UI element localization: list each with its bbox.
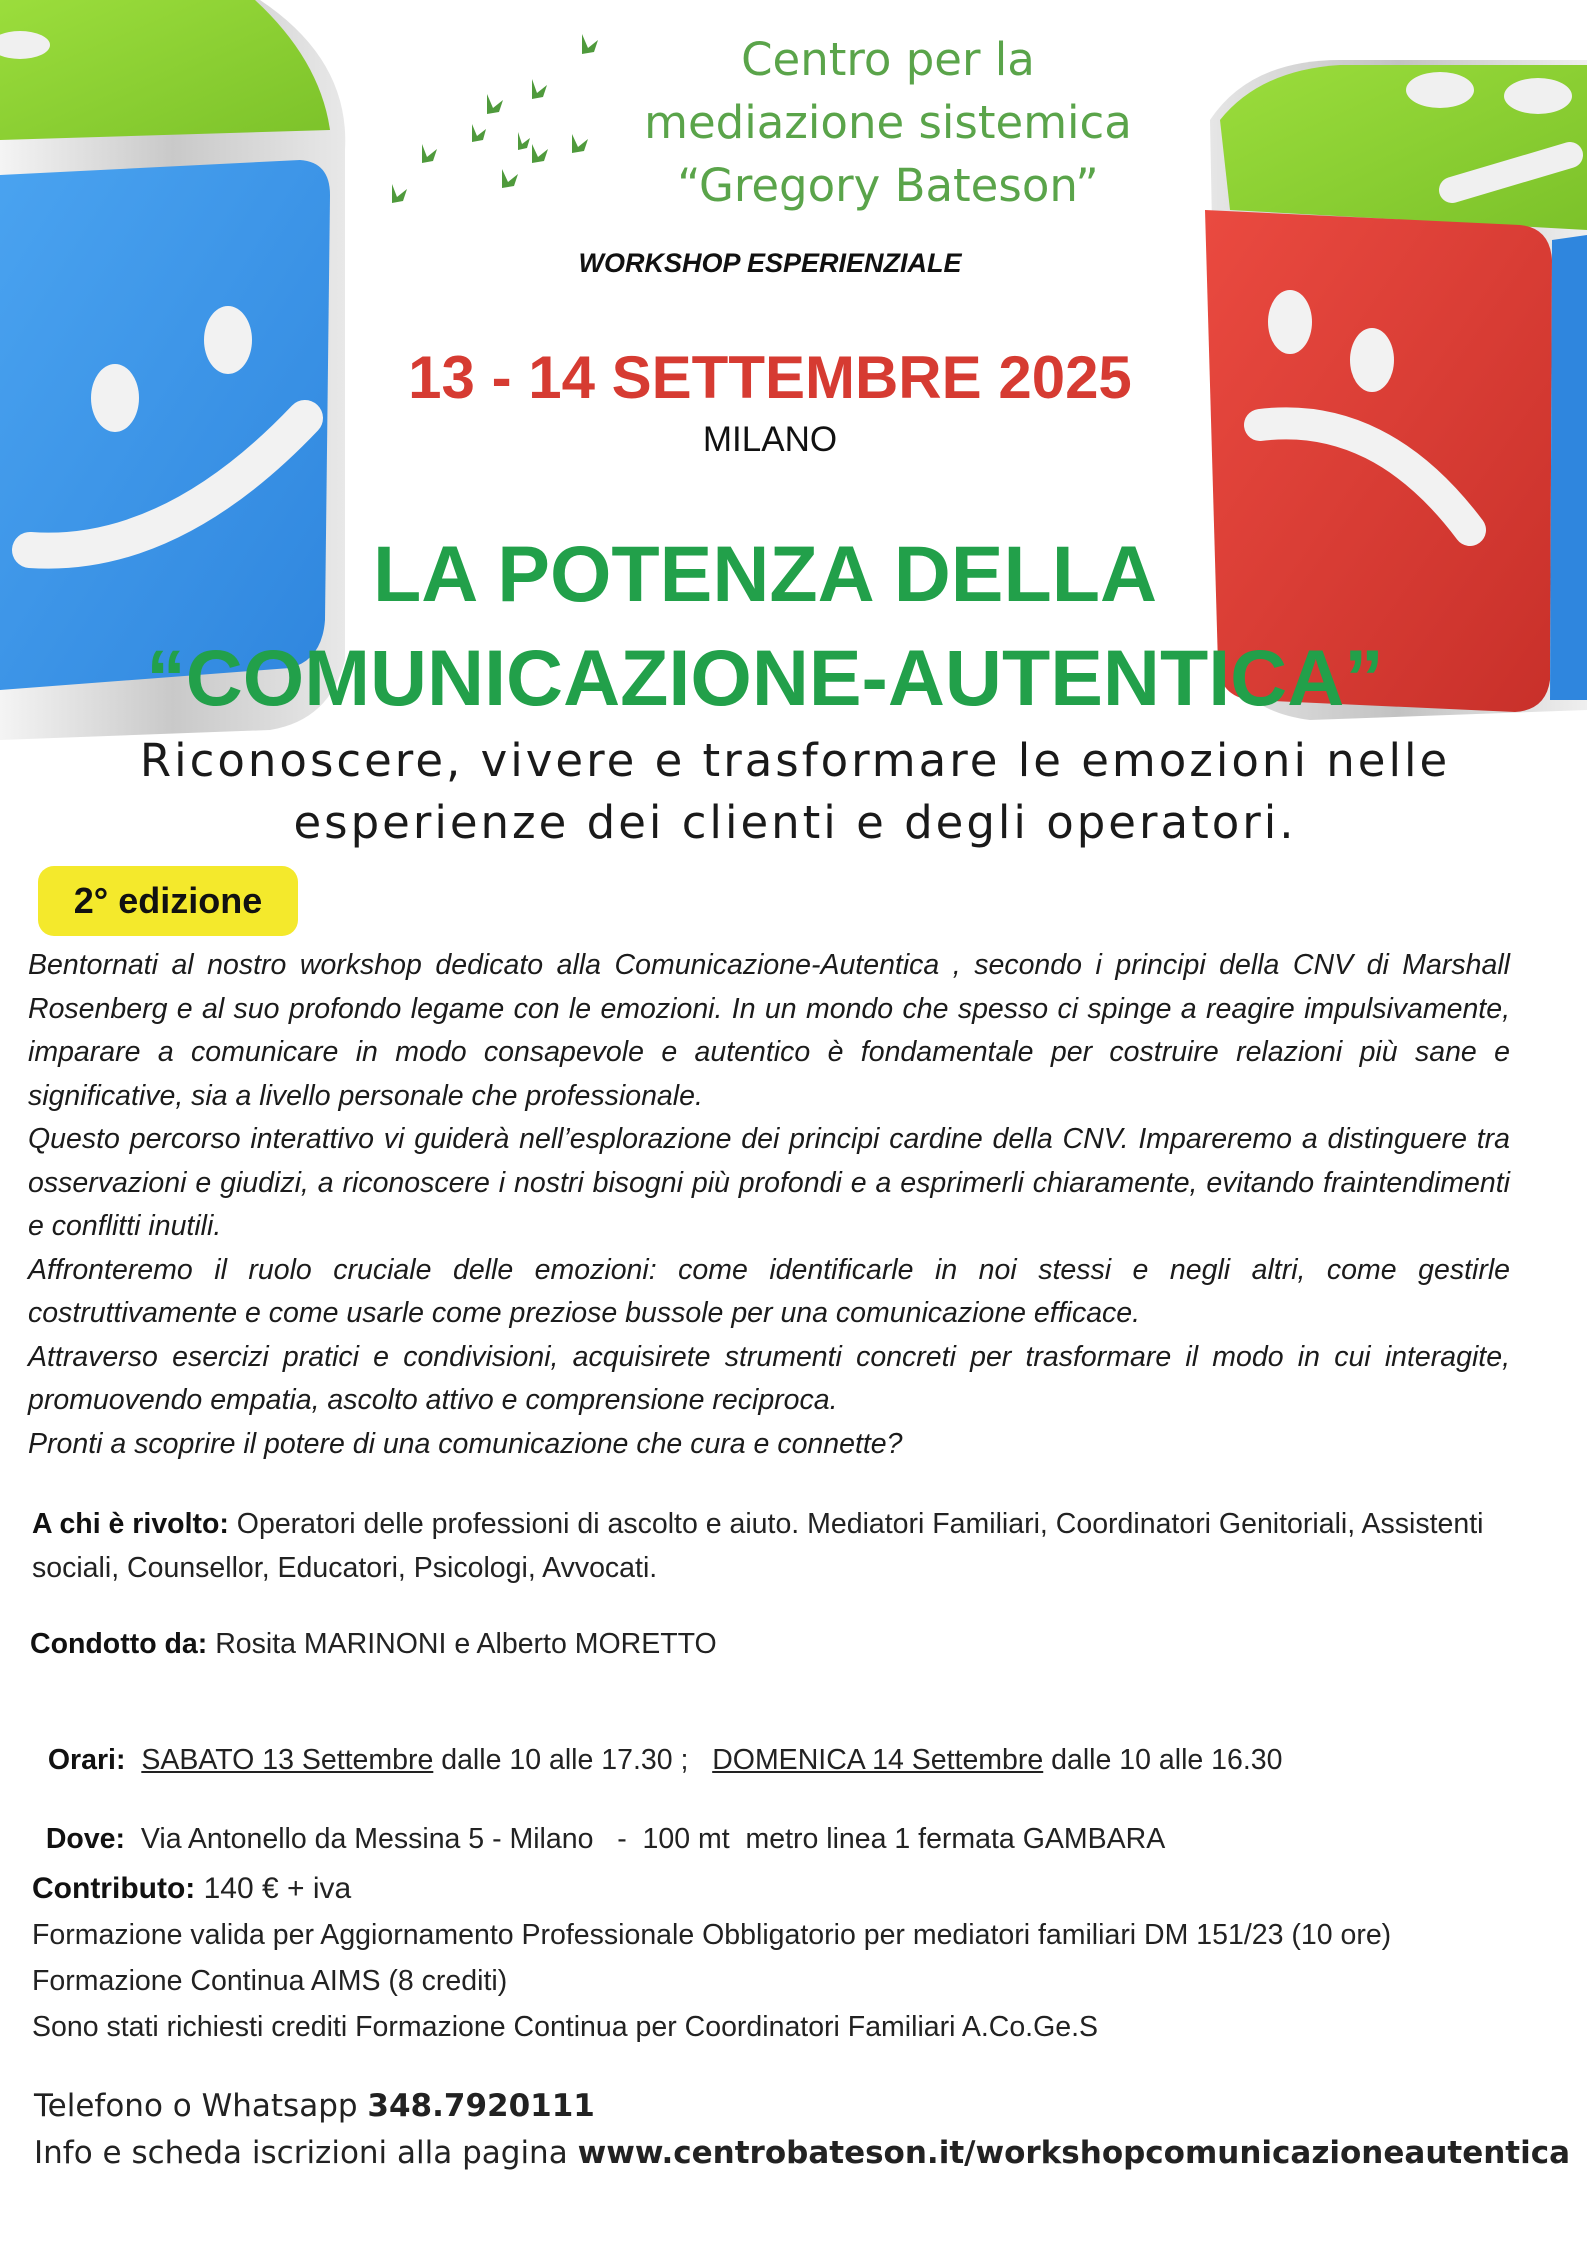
- conducted-text: Rosita MARINONI e Alberto MORETTO: [207, 1628, 717, 1660]
- target-text: Operatori delle professioni di ascolto e aiuto. Mediatori Familiari, Coordinatori Genitoriali, Assistenti sociali, Counsellor, Educatori, Psicologi, Avvocati.: [32, 1508, 1484, 1584]
- event-date: 13 - 14 SETTEMBRE 2025: [408, 344, 1132, 411]
- credit-line: Sono stati richiesti crediti Formazione Continua per Coordinatori Familiari A.Co.Ge.S: [32, 2011, 1099, 2043]
- subtitle-line-1: Riconoscere, vivere e trasformare le emozioni nelle: [139, 734, 1451, 787]
- saturday-date: SABATO 13 Settembre: [141, 1744, 434, 1776]
- where-text: Via Antonello da Messina 5 - Milano - 100 mt metro linea 1 fermata GAMBARA: [125, 1823, 1166, 1855]
- phone-label: Telefono o Whatsapp: [34, 2088, 368, 2124]
- organization-line-3: “Gregory Bateson”: [677, 159, 1099, 212]
- subtitle-line-2: esperienze dei clienti e degli operatori.: [293, 796, 1297, 849]
- intro-paragraph: Questo percorso interattivo vi guiderà nell’esplorazione dei principi cardine della CNV. Impareremo a distinguere tra osservazioni e giudizi, a riconoscere i nostri bisogni più profondi e a esprimerli chiaramente, evitando fraintendimenti e conflitti inutili.: [28, 1123, 1510, 1242]
- intro-paragraph: Affronteremo il ruolo cruciale delle emozioni: come identificarle in noi stessi e negli altri, come gestirle costruttivamente e come usarle come preziose bussole per una comunicazione efficace.: [28, 1253, 1510, 1329]
- sunday-date: DOMENICA 14 Settembre: [712, 1744, 1044, 1776]
- subtitle: [60, 730, 1530, 854]
- location: [30, 1790, 1165, 1856]
- phone-contact: [34, 2088, 595, 2124]
- intro-paragraph: Pronti a scoprire il potere di una comunicazione che cura e connette?: [28, 1427, 903, 1460]
- info-label: Info e scheda iscrizioni alla pagina: [34, 2135, 578, 2171]
- target-label: A chi è rivolto:: [32, 1508, 229, 1540]
- saturday-hours: dalle 10 alle 17.30 ;: [433, 1744, 689, 1776]
- credit-line: Formazione valida per Aggiornamento Professionale Obbligatorio per mediatori familiari DM 151/23 (10 ore): [32, 1919, 1392, 1951]
- target-audience: [32, 1502, 1532, 1590]
- organization-name: [628, 28, 1148, 217]
- fee-text: 140 € + iva: [195, 1872, 352, 1905]
- website-link[interactable]: www.centrobateson.it/workshopcomunicazioneautentica: [577, 2135, 1571, 2171]
- schedule: [32, 1711, 1283, 1777]
- hours-label: Orari:: [47, 1744, 126, 1776]
- fee-label: Contributo:: [32, 1872, 196, 1905]
- intro-paragraph: Bentornati al nostro workshop dedicato alla Comunicazione-Autentica , secondo i principi della CNV di Marshall Rosenberg e al suo profondo legame con le emozioni. In un mondo che spesso ci spinge a reagire impulsivamente, imparare a comunicare in modo consapevole e autentico è fondamentale per costruire relazioni più sane e significative, sia a livello personale che professionale.: [28, 949, 1510, 1112]
- sunday-hours: dalle 10 alle 16.30: [1043, 1744, 1283, 1776]
- phone-number[interactable]: 348.7920111: [367, 2088, 595, 2124]
- organization-line-1: Centro per la: [741, 33, 1035, 86]
- intro-paragraph: Attraverso esercizi pratici e condivisioni, acquisirete strumenti concreti per trasformare il modo in cui interagite, promuovendo empatia, ascolto attivo e comprensione reciproca.: [28, 1340, 1510, 1416]
- conducted-by: [30, 1628, 717, 1661]
- organization-line-2: mediazione sistemica: [644, 96, 1132, 149]
- logo-birds-icon: [372, 24, 612, 214]
- workshop-label: WORKSHOP ESPERIENZIALE: [578, 248, 962, 278]
- title-line-1: LA POTENZA DELLA: [372, 529, 1158, 618]
- credit-line: Formazione Continua AIMS (8 crediti): [32, 1965, 508, 1997]
- event-city: MILANO: [702, 420, 838, 459]
- title-line-2: “COMUNICAZIONE-AUTENTICA”: [146, 633, 1384, 722]
- intro-text: [28, 944, 1510, 1466]
- edition-badge: 2° edizione: [38, 866, 298, 936]
- where-label: Dove:: [45, 1823, 126, 1855]
- conducted-label: Condotto da:: [30, 1628, 208, 1660]
- fee-and-credits: [32, 1866, 1572, 2050]
- info-link: [34, 2135, 1570, 2171]
